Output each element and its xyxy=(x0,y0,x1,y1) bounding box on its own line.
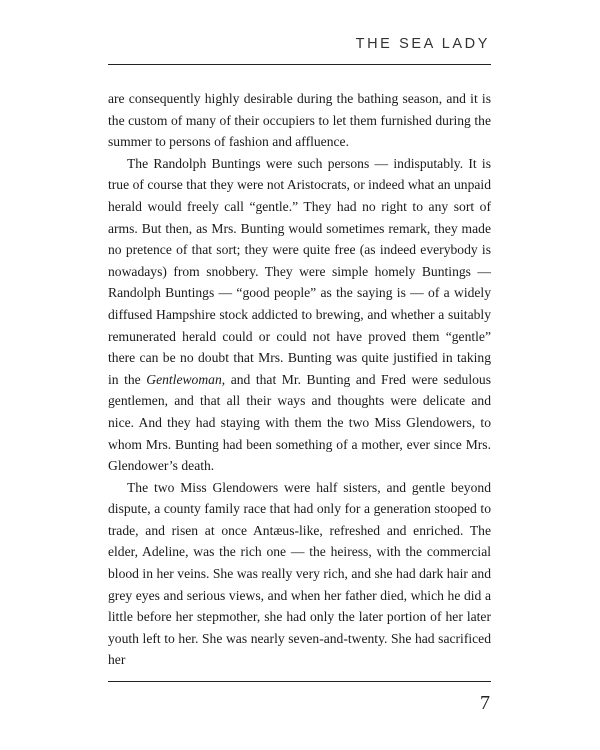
paragraph-1-text: are consequently highly desirable during the bathing season, and it is the custom of many of their occupiers to let them furnished during the summer to persons of fashion and affluence. xyxy=(108,91,491,150)
gentlewoman-title: Gentlewoman xyxy=(146,371,222,387)
paragraph-2-text-start: The Randolph Buntings were such persons — indisputably. It is true of course that they were not Aristocrats, or indeed what an unpaid herald would freely call “gentle.” They had no right to any sort of arms. But then, as Mrs. Bunting would sometimes remark, they made no pretence of that sort; they were quite free (as indeed everybody is nowadays) from snobbery. They were simple homely Buntings — Randolph Buntings — “good people” as the saying is — of a widely diffused Hampshire stock addicted to brewing, and whether a suitably remunerated herald could or could not have proved them “gentle” there can be no doubt that Mrs. Bunting was quite justified in taking in the xyxy=(108,155,491,387)
page-number: 7 xyxy=(480,692,490,714)
paragraph-2-text-end: , and that Mr. Bunting and Fred were sedulous gentlemen, and that all their ways and thoughts were delicate and nice. And they had staying with them the two Miss Glendowers, to whom Mrs. Bunting had been something of a mother, ever since Mrs. Glendower’s death. xyxy=(108,371,492,474)
paragraph-1 xyxy=(108,88,491,153)
page-body xyxy=(108,88,491,671)
paragraph-2 xyxy=(108,153,491,477)
header-rule xyxy=(108,64,491,65)
footer-rule xyxy=(108,681,491,682)
paragraph-3-text: The two Miss Glendowers were half sisters, and gentle beyond dispute, a county family race that had only for a generation stooped to trade, and risen at once Antæus-like, refreshed and enriched. The elder, Adeline, was the rich one — the heiress, with the commercial blood in her veins. She was really very rich, and she had dark hair and grey eyes and serious views, and when her father died, which he did a little before her stepmother, she had only the later portion of her later youth left to her. She was nearly seven-and-twenty. She had sacrificed her xyxy=(108,479,491,668)
paragraph-3 xyxy=(108,477,491,671)
running-title: THE SEA LADY xyxy=(355,36,490,52)
